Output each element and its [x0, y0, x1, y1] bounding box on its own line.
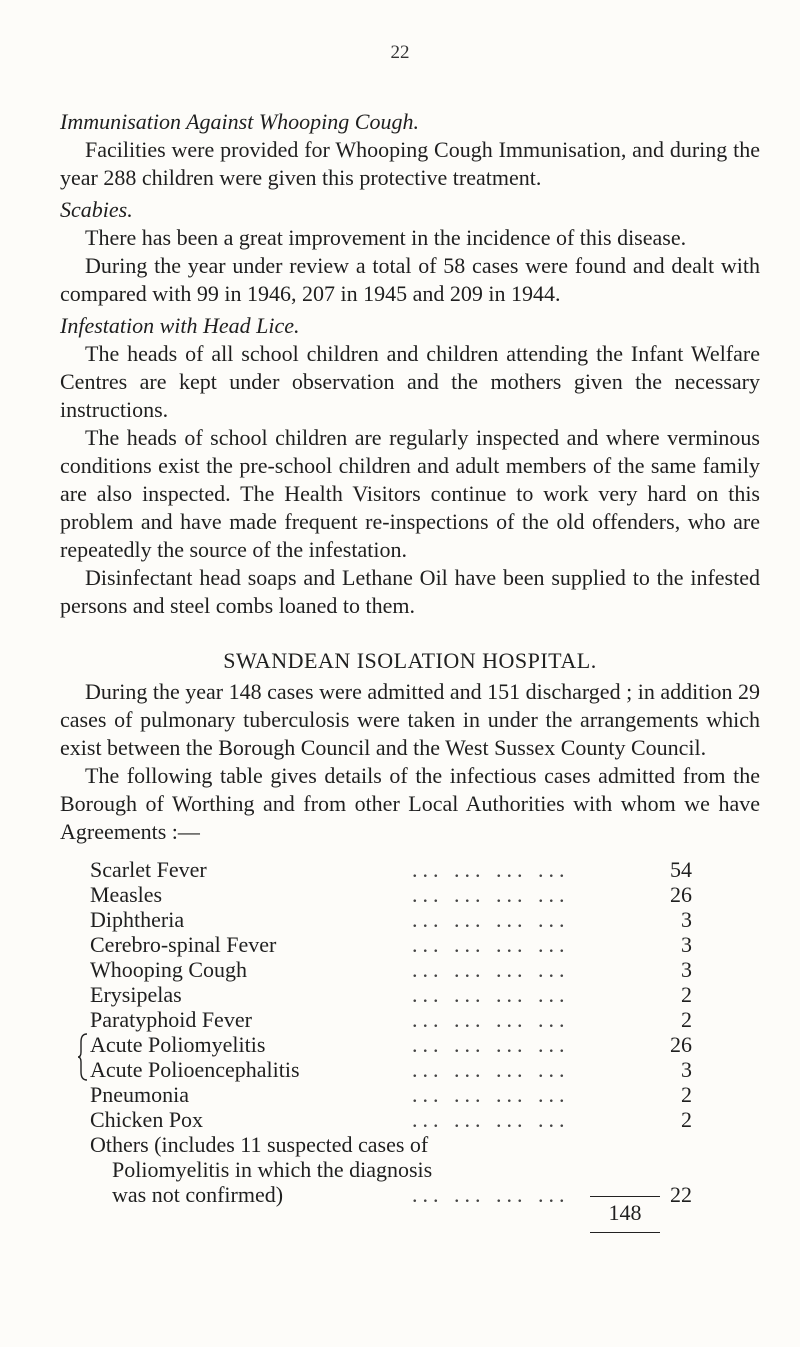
disease-count: 2	[681, 1082, 692, 1107]
leader-dots: ... ... ... ...	[412, 1007, 570, 1032]
disease-count: 54	[670, 857, 692, 882]
leader-dots: ... ... ... ...	[412, 957, 570, 982]
leader-dots: ... ... ... ...	[412, 932, 570, 957]
total-count: 148	[608, 1200, 642, 1225]
leader-dots: ... ... ... ...	[412, 1032, 570, 1057]
others-line-1: Others (includes 11 suspected cases of	[90, 1132, 429, 1157]
disease-name: Chicken Pox	[90, 1107, 204, 1132]
disease-count: 2	[681, 1007, 692, 1032]
table-row	[90, 1107, 692, 1132]
table-row	[90, 1057, 692, 1082]
total-rule-top	[590, 1196, 660, 1197]
disease-count: 3	[681, 1057, 692, 1082]
others-count: 22	[670, 1182, 692, 1207]
table-row	[90, 1032, 692, 1057]
disease-table	[90, 857, 692, 1207]
disease-name: Diphtheria	[90, 907, 185, 932]
polio-brace	[78, 1032, 88, 1082]
leader-dots: ... ... ... ...	[412, 857, 570, 882]
table-row	[90, 1157, 692, 1182]
scabies-paragraph-2: During the year under review a total of 58 cases were found and dealt with compared with 99 in 1946, 207 in 1945 and 209 in 1944.	[60, 253, 760, 306]
lice-paragraph-1: The heads of all school children and children attending the Infant Welfare Centres are kept under observation and the mothers given the necessary instructions.	[60, 341, 760, 422]
disease-name: Measles	[90, 882, 163, 907]
disease-name: Cerebro-spinal Fever	[90, 932, 277, 957]
lice-paragraph-3: Disinfectant head soaps and Lethane Oil have been supplied to the infested persons and steel combs loaned to them.	[60, 565, 760, 618]
leader-dots: ... ... ... ...	[412, 882, 570, 907]
disease-name: Acute Polioencephalitis	[90, 1057, 300, 1082]
hospital-title: SWANDEAN ISOLATION HOSPITAL.	[223, 648, 597, 673]
disease-count: 3	[681, 957, 692, 982]
table-row	[90, 957, 692, 982]
disease-count: 2	[681, 982, 692, 1007]
disease-name: Scarlet Fever	[90, 857, 207, 882]
table-row	[90, 1082, 692, 1107]
hospital-paragraph-2: The following table gives details of the infectious cases admitted from the Borough of Worthing and from other Local Authorities with whom we have Agreements :—	[60, 763, 760, 844]
disease-name: Erysipelas	[90, 982, 182, 1007]
table-row	[90, 1132, 692, 1157]
disease-name: Pneumonia	[90, 1082, 189, 1107]
disease-name: Acute Poliomyelitis	[90, 1032, 266, 1057]
disease-count: 3	[681, 932, 692, 957]
disease-count: 26	[670, 1032, 692, 1057]
disease-name: Whooping Cough	[90, 957, 248, 982]
leader-dots: ... ... ... ...	[412, 1182, 570, 1207]
whooping-paragraph: Facilities were provided for Whooping Cough Immunisation, and during the year 288 children were given this protective treatment.	[60, 137, 760, 190]
disease-count: 3	[681, 907, 692, 932]
disease-count: 2	[681, 1107, 692, 1132]
disease-count: 26	[670, 882, 692, 907]
table-row	[90, 982, 692, 1007]
table-row	[90, 857, 692, 882]
heading-lice: Infestation with Head Lice.	[60, 313, 300, 338]
leader-dots: ... ... ... ...	[412, 1082, 570, 1107]
lice-paragraph-2: The heads of school children are regularly inspected and where verminous conditions exist the pre-school children and adult members of the same family are also inspected. The Health Visitors continue to work very hard on this problem and have made frequent re-inspections of the old offenders, who are repeatedly the source of the infestation.	[60, 425, 760, 562]
heading-scabies: Scabies.	[60, 197, 133, 222]
leader-dots: ... ... ... ...	[412, 1107, 570, 1132]
table-row	[90, 932, 692, 957]
table-row	[90, 907, 692, 932]
heading-whooping: Immunisation Against Whooping Cough.	[60, 109, 419, 134]
page-body	[60, 108, 760, 846]
leader-dots: ... ... ... ...	[412, 1057, 570, 1082]
disease-name: Paratyphoid Fever	[90, 1007, 252, 1032]
page-number: 22	[390, 42, 410, 63]
table-row	[90, 1007, 692, 1032]
others-line-3: was not confirmed)	[112, 1182, 284, 1207]
others-line-2: Poliomyelitis in which the diagnosis	[112, 1157, 433, 1182]
total-rule-bottom	[590, 1232, 660, 1233]
leader-dots: ... ... ... ...	[412, 907, 570, 932]
table-row	[90, 882, 692, 907]
leader-dots: ... ... ... ...	[412, 982, 570, 1007]
scabies-paragraph-1: There has been a great improvement in the incidence of this disease.	[85, 225, 687, 250]
hospital-paragraph-1: During the year 148 cases were admitted and 151 discharged ; in addition 29 cases of pulmonary tuberculosis were taken in under the arrangements which exist between the Borough Council and the West Sussex County Council.	[60, 679, 760, 760]
